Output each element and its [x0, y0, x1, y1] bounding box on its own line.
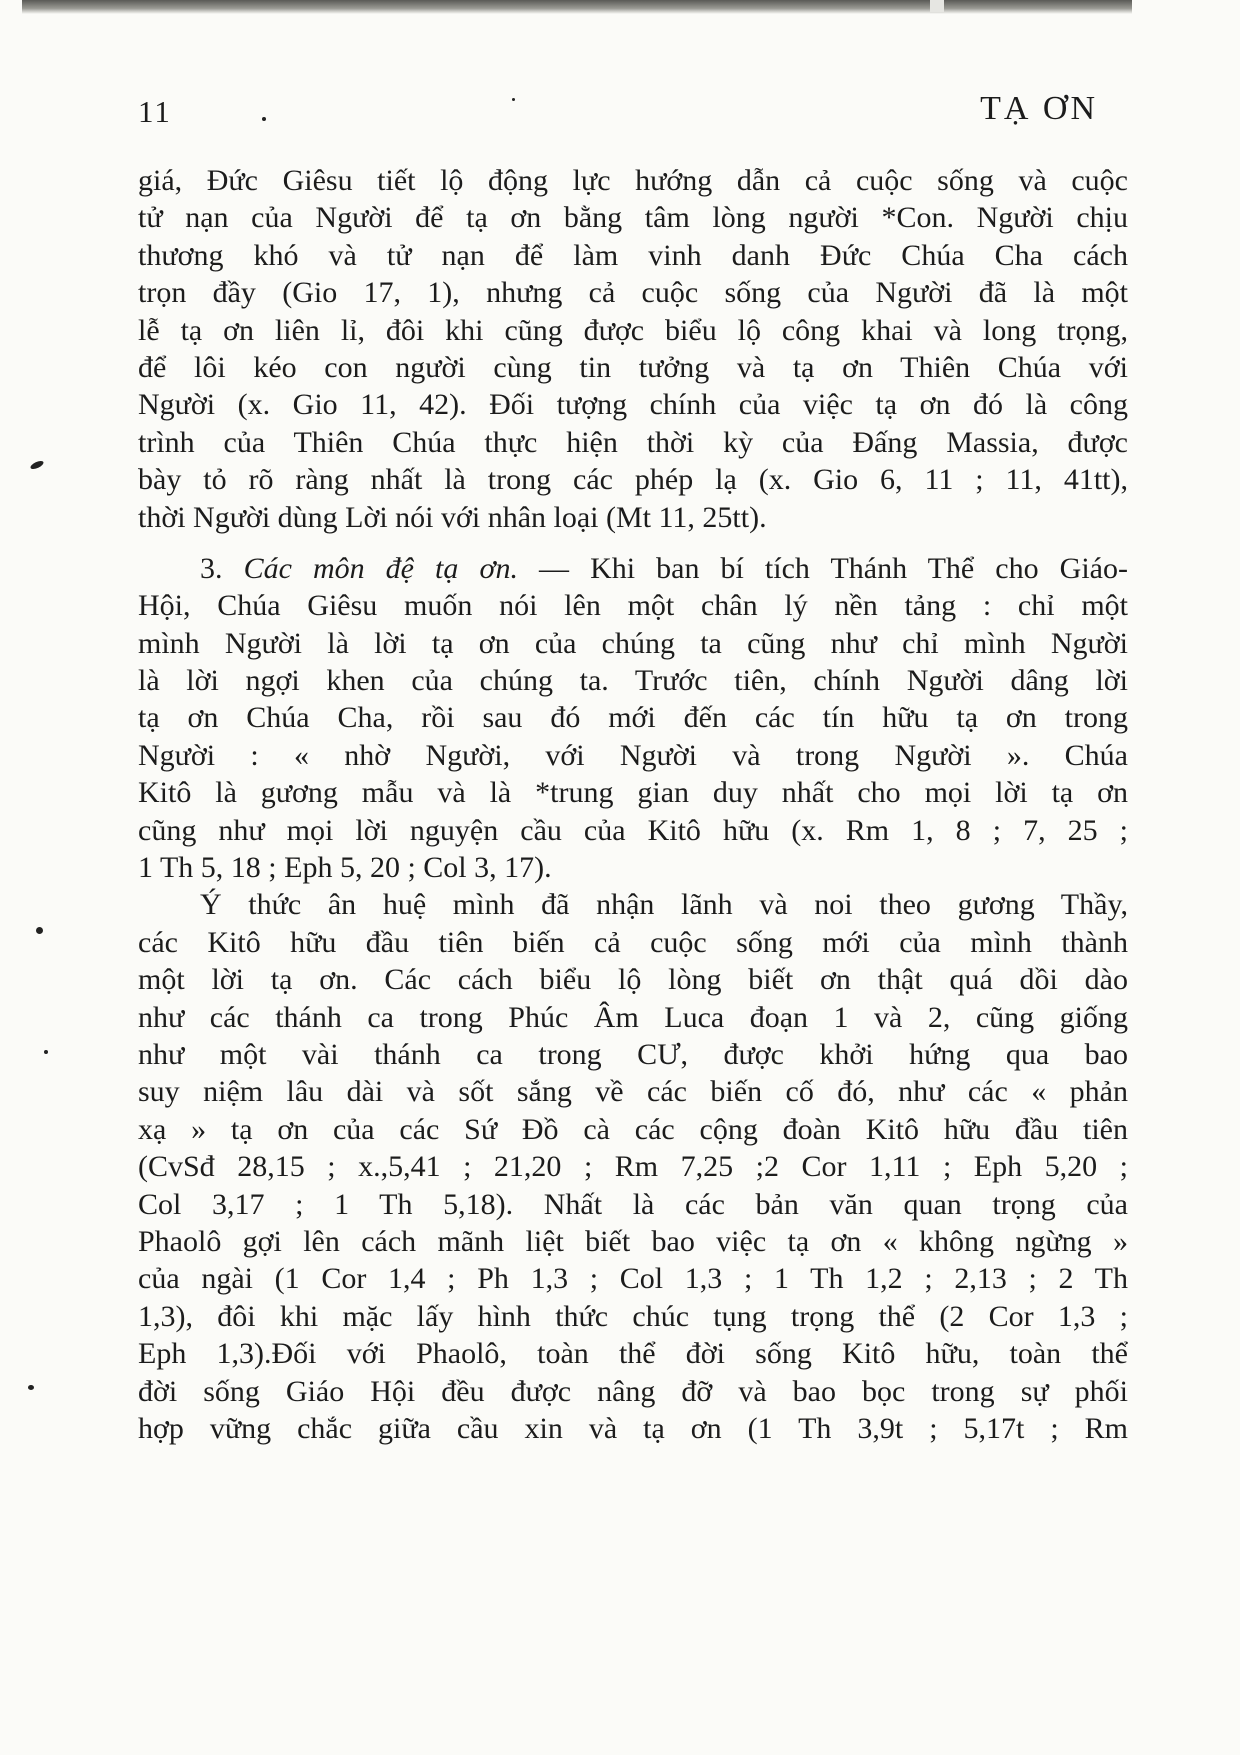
text-line: của ngài (1 Cor 1,4 ; Ph 1,3 ; Col 1,3 ; 1 Th 1,2 ; 2,13 ; 2 Th [138, 1262, 1128, 1296]
text-line: các Kitô hữu đầu tiên biến cả cuộc sống mới của mình thành [138, 925, 1128, 959]
scan-speck [44, 1050, 48, 1054]
page-header [138, 88, 1098, 138]
section-number: 3. [200, 551, 223, 585]
running-head: TẠ ƠN [980, 90, 1098, 127]
text-line: xạ » tạ ơn của các Sứ Đồ cà các cộng đoàn Kitô hữu đầu tiên [138, 1112, 1128, 1146]
text-line: Phaolô gợi lên cách mãnh liệt biết bao việc tạ ơn « không ngừng » [138, 1224, 1128, 1258]
text-line: giá, Đức Giêsu tiết lộ động lực hướng dẫn cả cuộc sống và cuộc [138, 164, 1128, 197]
text-line: Người (x. Gio 11, 42). Đối tượng chính của việc tạ ơn đó là công [138, 388, 1128, 422]
text-line: thương khó và tử nạn để làm vinh danh Đức Chúa Cha cách [138, 238, 1128, 272]
text-line: Ý thức ân huệ mình đã nhận lãnh và noi theo gương Thầy, [200, 888, 1128, 922]
text-line: như các thánh ca trong Phúc Âm Luca đoạn 1 và 2, cũng giống [138, 1000, 1128, 1034]
text-line: 1,3), đôi khi mặc lấy hình thức chúc tụng trọng thể (2 Cor 1,3 ; [138, 1299, 1128, 1333]
text-line: để lôi kéo con người cùng tin tưởng và tạ ơn Thiên Chúa với [138, 350, 1128, 384]
paragraph-1 [138, 162, 1128, 536]
page-number: 11 [138, 94, 172, 129]
scan-top-edge-gap [930, 0, 944, 12]
scan-top-edge [22, 0, 1132, 14]
text-line: Hội, Chúa Giêsu muốn nói lên một chân lý nền tảng : chỉ một [138, 589, 1128, 623]
text-line: đời sống Giáo Hội đều được nâng đỡ và bao bọc trong sự phối [138, 1374, 1128, 1408]
text-line: Người : « nhờ Người, với Người và trong Người ». Chúa [138, 738, 1128, 772]
text-line: suy niệm lâu dài và sốt sắng về các biến cố đó, như các « phản [138, 1075, 1128, 1109]
text-line: trình của Thiên Chúa thực hiện thời kỳ của Đấng Massia, được [138, 425, 1128, 459]
scan-speck [36, 927, 43, 934]
text-line: trọn đầy (Gio 17, 1), nhưng cả cuộc sống của Người đã là một [138, 276, 1128, 310]
paragraph-3 [138, 886, 1128, 1447]
text-line: hợp vững chắc giữa cầu xin và tạ ơn (1 Th 3,9t ; 5,17t ; Rm [138, 1411, 1128, 1445]
text-line: Col 3,17 ; 1 Th 5,18). Nhất là các bản văn quan trọng của [138, 1187, 1128, 1221]
scan-speck [28, 1385, 34, 1390]
section-first-line-text: — Khi ban bí tích Thánh Thể cho Giáo- [517, 551, 1128, 585]
section-heading-line [138, 550, 1128, 587]
body-text [138, 162, 1128, 1447]
text-line: tạ ơn Chúa Cha, rồi sau đó mới đến các tín hữu tạ ơn trong [138, 701, 1128, 735]
text-line: lễ tạ ơn liên lỉ, đôi khi cũng được biểu lộ công khai và long trọng, [138, 313, 1128, 347]
scan-speck [29, 459, 44, 470]
text-line: bày tỏ rõ ràng nhất là trong các phép lạ (x. Gio 6, 11 ; 11, 41tt), [138, 463, 1128, 497]
text-line: cũng như mọi lời nguyện cầu của Kitô hữu (x. Rm 1, 8 ; 7, 25 ; [138, 813, 1128, 847]
scan-speck [512, 98, 515, 101]
text-line: Eph 1,3).Đối với Phaolô, toàn thể đời sống Kitô hữu, toàn thể [138, 1337, 1128, 1371]
text-line: Kitô là gương mẫu và là *trung gian duy nhất cho mọi lời tạ ơn [138, 776, 1128, 810]
paragraph-2 [138, 550, 1128, 887]
scan-speck [262, 117, 266, 121]
text-line: như một vài thánh ca trong CƯ, được khởi hứng qua bao [138, 1037, 1128, 1071]
text-line: thời Người dùng Lời nói với nhân loại (Mt 11, 25tt). [138, 500, 767, 534]
text-line: tử nạn của Người để tạ ơn bằng tâm lòng người *Con. Người chịu [138, 201, 1128, 235]
text-line: là lời ngợi khen của chúng ta. Trước tiên, chính Người dâng lời [138, 664, 1128, 698]
text-line: mình Người là lời tạ ơn của chúng ta cũng như chỉ mình Người [138, 626, 1128, 660]
section-title: Các môn đệ tạ ơn. [243, 551, 518, 585]
text-line: (CvSđ 28,15 ; x.,5,41 ; 21,20 ; Rm 7,25 ;2 Cor 1,11 ; Eph 5,20 ; [138, 1150, 1128, 1184]
text-line: một lời tạ ơn. Các cách biểu lộ lòng biết ơn thật quá dồi dào [138, 963, 1128, 997]
text-line: 1 Th 5, 18 ; Eph 5, 20 ; Col 3, 17). [138, 851, 552, 885]
